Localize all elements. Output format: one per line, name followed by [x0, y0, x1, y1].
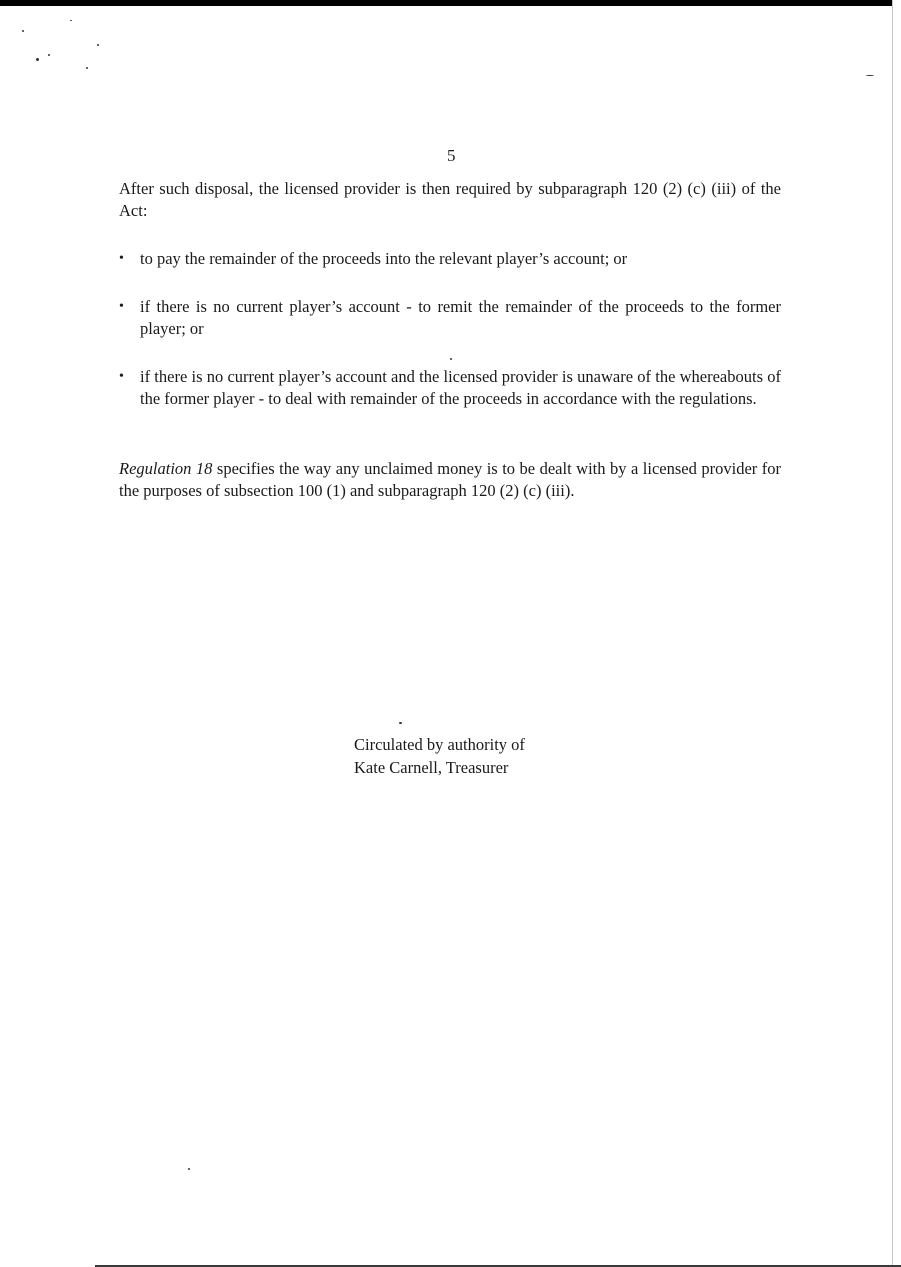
scan-speck: [188, 1168, 190, 1170]
page-number: 5: [447, 146, 456, 165]
scan-speck: [48, 54, 50, 56]
bullet-icon: •: [119, 251, 124, 266]
scan-speck: [97, 44, 99, 46]
regulation-paragraph: [119, 458, 781, 502]
scan-speck: [36, 58, 39, 61]
scan-edge-top: [0, 0, 901, 6]
list-item: [119, 248, 781, 270]
signature-block: [354, 733, 525, 779]
bullet-text: to pay the remainder of the proceeds into the relevant player’s account; or: [140, 249, 628, 268]
bullet-list: [119, 248, 781, 410]
list-item: [119, 366, 781, 410]
scan-speck: [22, 30, 24, 32]
bullet-text: if there is no current player’s account - to remit the remainder of the proceeds to the former player; or: [140, 297, 781, 338]
scan-speck: [866, 75, 874, 76]
regulation-reference: Regulation 18: [119, 459, 213, 478]
list-item: [119, 296, 781, 340]
intro-paragraph: After such disposal, the licensed provider is then required by subparagraph 120 (2) (c) (iii) of the Act:: [119, 179, 781, 220]
signature-authority: Circulated by authority of: [354, 735, 525, 754]
scan-speck: [70, 20, 72, 21]
scan-speck: [399, 722, 402, 724]
regulation-text: specifies the way any unclaimed money is to be dealt with by a licensed provider for the purposes of subsection 100 (1) and subparagraph 120 (2) (c) (iii).: [119, 459, 781, 500]
scan-speck: [86, 67, 88, 69]
bullet-icon: •: [119, 369, 124, 384]
signature-name: Kate Carnell, Treasurer: [354, 758, 509, 777]
bullet-text: if there is no current player’s account and the licensed provider is unaware of the whereabouts of the former player - to deal with remainder of the proceeds in accordance with the regulations.: [140, 367, 781, 408]
bullet-icon: •: [119, 299, 124, 314]
scan-edge-right: [892, 0, 901, 1267]
